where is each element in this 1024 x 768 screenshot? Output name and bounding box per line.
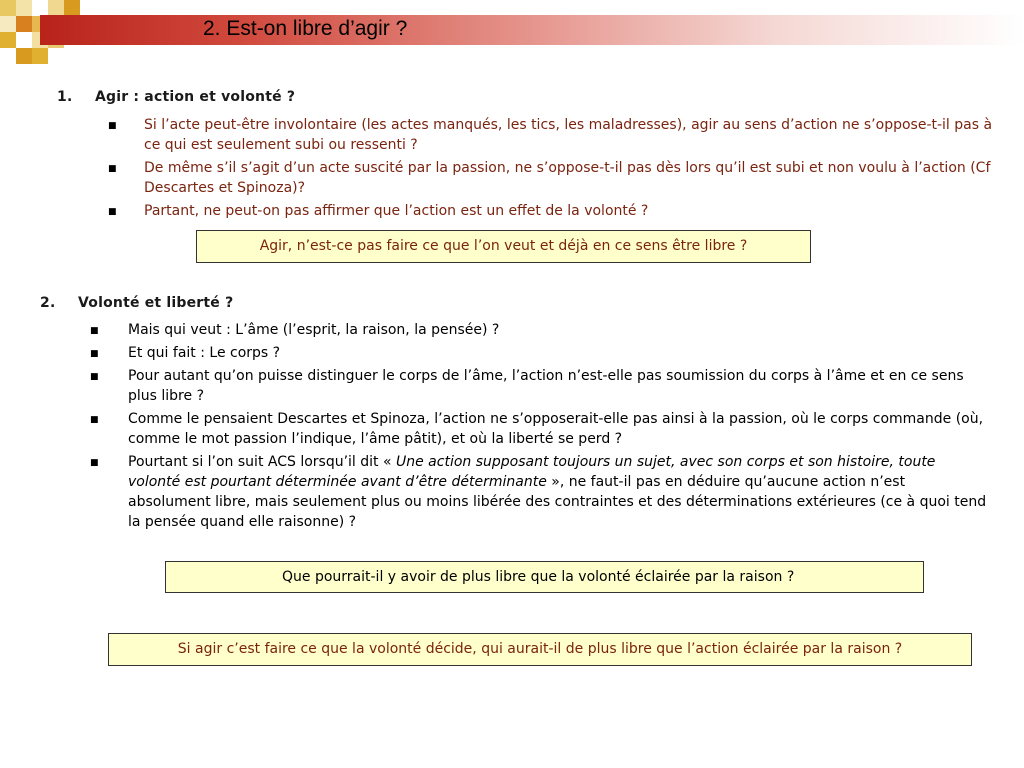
list-item: ■ De même s’il s’agit d’un acte suscité par la passion, ne s’oppose-t-il pas dès lors qu’il est subi et non voulu à l’action (Cf Descartes et Spinoza)? bbox=[108, 160, 991, 196]
list-item: ■ Si l’acte peut-être involontaire (les actes manqués, les tics, les maladresses), agir au sens d’action ne s’oppose-t-il pas à ce qui est seulement subi ou ressenti ? bbox=[108, 117, 993, 153]
section1-bullet-list bbox=[108, 115, 998, 224]
bullet-square-icon: ■ bbox=[90, 415, 99, 425]
list-item: ■ Pour autant qu’on puisse distinguer le corps de l’âme, l’action n’est-elle pas soumission du corps à l’âme et en ce sens plus libre ? bbox=[90, 368, 964, 404]
section1-question-box: Agir, n’est-ce pas faire ce que l’on veut et déjà en ce sens être libre ? bbox=[196, 230, 811, 263]
slide-title: 2. Est-on libre d’agir ? bbox=[203, 17, 408, 40]
section1-heading bbox=[57, 89, 295, 105]
section1-heading-text: Agir : action et volonté ? bbox=[95, 89, 296, 105]
bullet-square-icon: ■ bbox=[90, 458, 99, 468]
bullet-square-icon: ■ bbox=[108, 164, 117, 174]
acs-quote: Une action supposant toujours un sujet, avec son corps et son histoire, toute volonté est pourtant déterminée avant d’être déterminante bbox=[128, 454, 936, 490]
list-item: ■ Comme le pensaient Descartes et Spinoza, l’action ne s’opposerait-elle pas ainsi à la passion, où le corps commande (où, comme le mot passion l’indique, l’âme pâtit), et où la liberté se perd ? bbox=[90, 411, 984, 447]
section2-bullet-list bbox=[90, 320, 990, 535]
list-item: ■ Pourtant si l’on suit ACS lorsqu’il dit « Une action supposant toujours un sujet, avec son corps et son histoire, toute volonté est pourtant déterminée avant d’être déterminante », ne faut-il pas en déduire qu’aucune action n’est absolument libre, mais seulement plus ou moins libérée des contraintes et des déterminations extérieures (ce à quoi tend la pensée quand elle raisonne) ? bbox=[90, 454, 987, 530]
conclusion-box: Si agir c’est faire ce que la volonté décide, qui aurait-il de plus libre que l’action éclairée par la raison ? bbox=[108, 633, 972, 666]
bullet-square-icon: ■ bbox=[90, 372, 99, 382]
section2-question-box: Que pourrait-il y avoir de plus libre que la volonté éclairée par la raison ? bbox=[165, 561, 924, 593]
bullet-square-icon: ■ bbox=[108, 121, 117, 131]
section2-number: 2. bbox=[40, 295, 56, 311]
section2-heading bbox=[40, 295, 233, 311]
list-item: ■ Et qui fait : Le corps ? bbox=[90, 343, 990, 363]
bullet-square-icon: ■ bbox=[90, 326, 99, 336]
bullet-square-icon: ■ bbox=[108, 207, 117, 217]
list-item: ■ Mais qui veut : L’âme (l’esprit, la raison, la pensée) ? bbox=[90, 320, 990, 340]
section2-heading-text: Volonté et liberté ? bbox=[78, 295, 234, 311]
section1-number: 1. bbox=[57, 89, 73, 105]
bullet-square-icon: ■ bbox=[90, 349, 99, 359]
title-band bbox=[40, 15, 1024, 45]
list-item: ■ Partant, ne peut-on pas affirmer que l’action est un effet de la volonté ? bbox=[108, 201, 998, 221]
